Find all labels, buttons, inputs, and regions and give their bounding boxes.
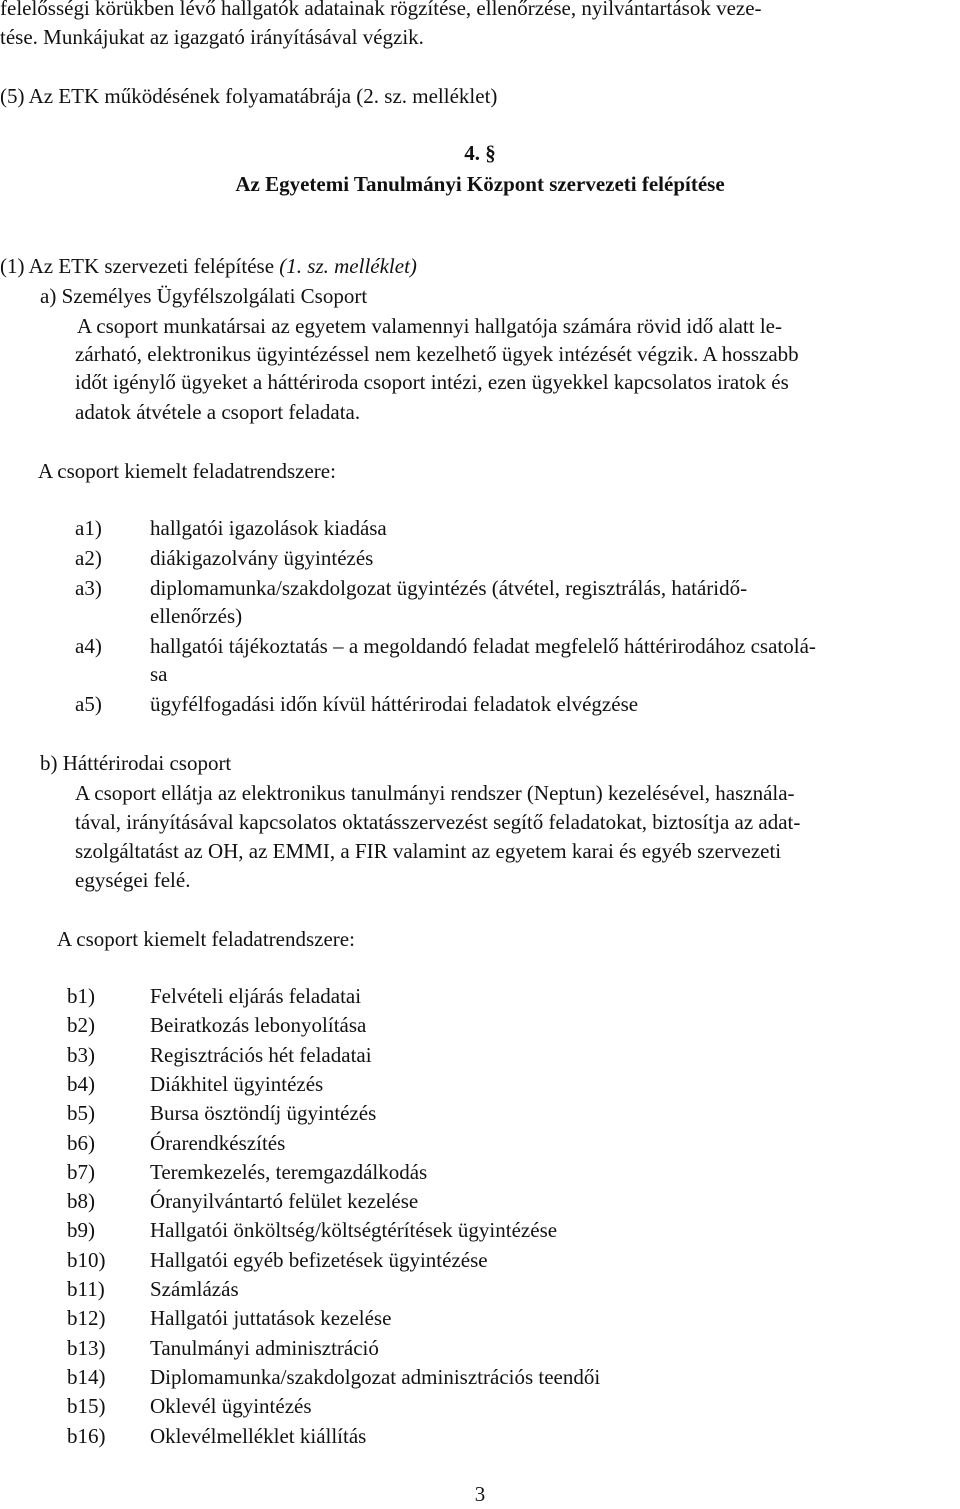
section-number: 4. § [464, 141, 496, 165]
task-text: Teremkezelés, teremgazdálkodás [150, 1160, 428, 1184]
group-a-body-line-1: A csoport munkatársai az egyetem valamennyi hallgatója számára rövid idő alatt le- [77, 314, 782, 338]
paragraph-1 [0, 252, 417, 281]
task-text: Oklevél ügyintézés [150, 1394, 312, 1418]
group-a-heading: a) Személyes Ügyfélszolgálati Csoport [40, 284, 368, 308]
intro-line-1: felelősségi körükben lévő hallgatók adatainak rögzítése, ellenőrzése, nyilvántartások veze- [0, 0, 762, 20]
group-b-body-line-4: egységei felé. [75, 868, 191, 892]
task-id: b15) [67, 1394, 106, 1418]
task-id: b16) [67, 1424, 106, 1448]
task-id: a2) [75, 546, 102, 570]
section-title: Az Egyetemi Tanulmányi Központ szervezeti felépítése [235, 172, 725, 196]
task-text: Bursa ösztöndíj ügyintézés [150, 1101, 377, 1125]
task-id: b3) [67, 1043, 95, 1067]
group-a-body-line-3: időt igénylő ügyeket a háttériroda csoport intézi, ezen ügyekkel kapcsolatos iratok és [75, 370, 789, 394]
task-text: hallgatói tájékoztatás – a megoldandó feladat megfelelő háttérirodához csatolá- [150, 634, 816, 658]
task-id: b10) [67, 1248, 106, 1272]
task-id: b11) [67, 1277, 105, 1301]
task-id: a5) [75, 692, 102, 716]
task-id: b14) [67, 1365, 106, 1389]
task-text-continued: ellenőrzés) [150, 604, 243, 628]
task-id: b2) [67, 1013, 95, 1037]
task-text: Regisztrációs hét feladatai [150, 1043, 372, 1067]
group-b-tasks-heading: A csoport kiemelt feladatrendszere: [57, 927, 355, 951]
task-text: Felvételi eljárás feladatai [150, 984, 362, 1008]
group-a-body-line-4: adatok átvétele a csoport feladata. [75, 400, 361, 424]
task-text: Oklevélmelléklet kiállítás [150, 1424, 367, 1448]
task-text: diákigazolvány ügyintézés [150, 546, 374, 570]
task-id: b9) [67, 1218, 95, 1242]
task-text: Számlázás [150, 1277, 239, 1301]
task-id: b13) [67, 1336, 106, 1360]
task-text: Óranyilvántartó felület kezelése [150, 1189, 419, 1213]
task-id: a3) [75, 576, 102, 600]
task-text: Hallgatói juttatások kezelése [150, 1306, 392, 1330]
task-text: Órarendkészítés [150, 1131, 286, 1155]
task-text: ügyfélfogadási időn kívül háttérirodai feladatok elvégzése [150, 692, 639, 716]
task-id: b12) [67, 1306, 106, 1330]
group-a-tasks-heading: A csoport kiemelt feladatrendszere: [38, 459, 336, 483]
paragraph-5: (5) Az ETK működésének folyamatábrája (2. sz. melléklet) [0, 84, 498, 108]
task-text: Diákhitel ügyintézés [150, 1072, 324, 1096]
group-a-body-line-2: zárható, elektronikus ügyintézéssel nem kezelhető ügyek intézését végzik. A hosszabb [75, 342, 799, 366]
task-id: a4) [75, 634, 102, 658]
task-text-continued: sa [150, 662, 168, 686]
task-id: b4) [67, 1072, 95, 1096]
paragraph-1-reference: (1. sz. melléklet) [279, 254, 417, 278]
group-b-body-line-1: A csoport ellátja az elektronikus tanulmányi rendszer (Neptun) kezelésével, használa- [75, 781, 795, 805]
task-id: b6) [67, 1131, 95, 1155]
task-text: Hallgatói egyéb befizetések ügyintézése [150, 1248, 488, 1272]
group-b-body-line-3: szolgáltatást az OH, az EMMI, a FIR valamint az egyetem karai és egyéb szervezeti [75, 839, 782, 863]
group-b-body-line-2: tával, irányításával kapcsolatos oktatásszervezést segítő feladatokat, biztosítja az adat- [75, 810, 801, 834]
intro-line-2: tése. Munkájukat az igazgató irányításával végzik. [0, 25, 424, 49]
page-number: 3 [474, 1482, 486, 1506]
group-b-heading: b) Háttérirodai csoport [40, 751, 232, 775]
task-text: Beiratkozás lebonyolítása [150, 1013, 367, 1037]
task-text: Hallgatói önköltség/költségtérítések ügyintézése [150, 1218, 558, 1242]
task-id: b8) [67, 1189, 95, 1213]
task-id: a1) [75, 516, 102, 540]
task-text: Diplomamunka/szakdolgozat adminisztrációs teendői [150, 1365, 601, 1389]
task-id: b5) [67, 1101, 95, 1125]
task-text: diplomamunka/szakdolgozat ügyintézés (átvétel, regisztrálás, határidő- [150, 576, 748, 600]
paragraph-1-text: (1) Az ETK szervezeti felépítése [0, 254, 280, 278]
task-id: b7) [67, 1160, 95, 1184]
task-id: b1) [67, 984, 95, 1008]
task-text: Tanulmányi adminisztráció [150, 1336, 379, 1360]
task-text: hallgatói igazolások kiadása [150, 516, 387, 540]
